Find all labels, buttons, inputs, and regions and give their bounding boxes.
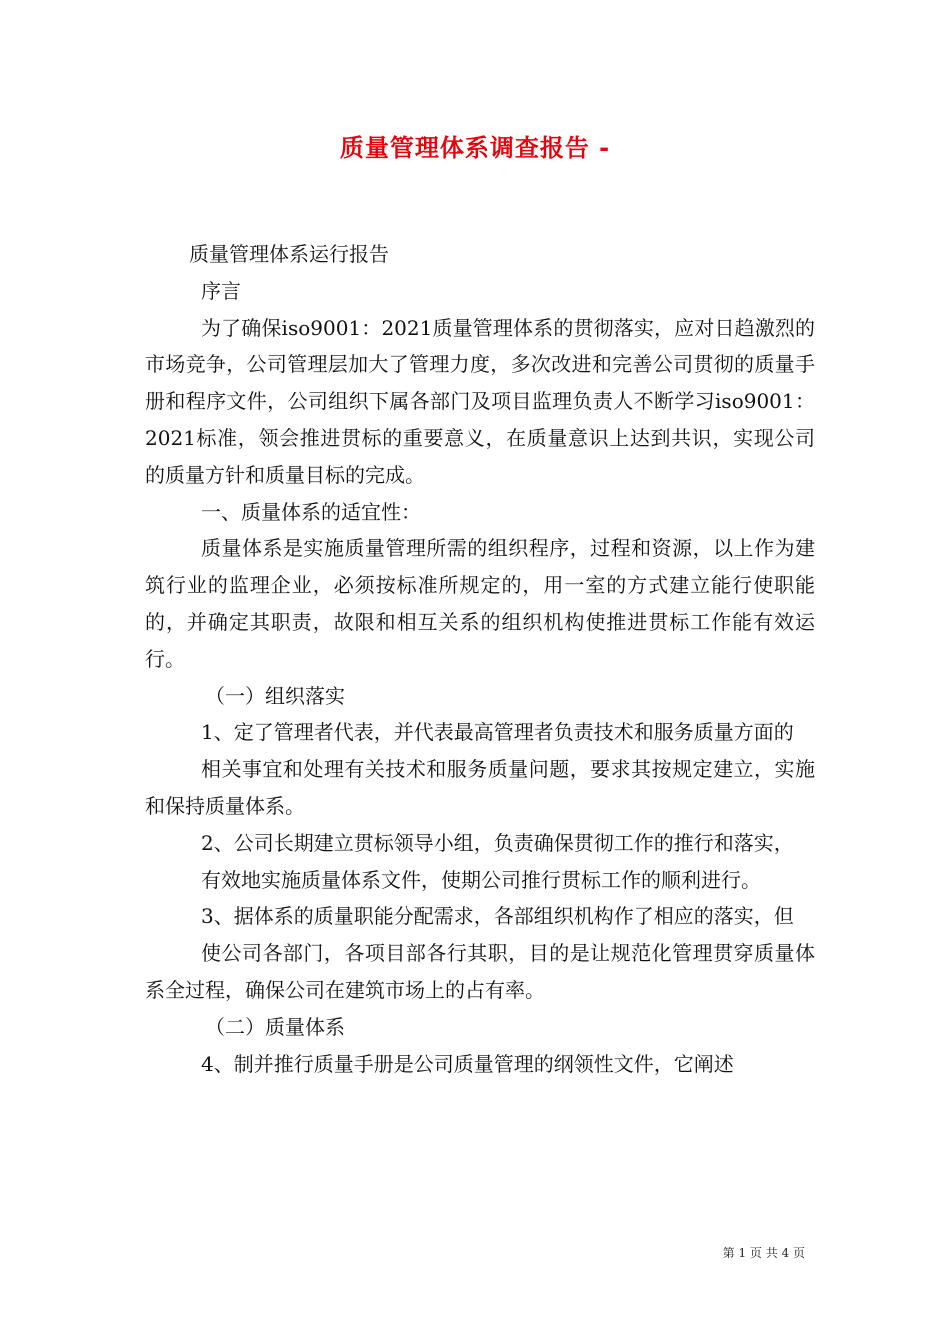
paragraph-preface-heading: 序言 (201, 278, 241, 303)
paragraph-preface: 为了确保iso9001：2021质量管理体系的贯彻落实，应对日趋激烈的市场竞争，公司管理层加大了管理力度，多次改进和完善公司贯彻的质量手册和程序文件，公司组织下属各部门及项目监理负责人不断学习iso9001：2021标准，领会推进贯标的重要意义，在质量意识上达到共识，实现公司的质量方针和质量目标的完成。 (145, 315, 815, 487)
document-body (145, 236, 815, 1082)
paragraph-item-3-continued: 使公司各部门，各项目部各行其职，目的是让规范化管理贯穿质量体系全过程，确保公司在建筑市场上的占有率。 (145, 941, 815, 1002)
paragraph-item-2-continued: 有效地实施质量体系文件，使期公司推行贯标工作的顺利进行。 (201, 867, 761, 892)
paragraph-suitability: 质量体系是实施质量管理所需的组织程序，过程和资源，以上作为建筑行业的监理企业，必须按标准所规定的，用一室的方式建立能行使职能的，并确定其职责，故限和相互关系的组织机构使推进贯标工作能有效运行。 (145, 536, 815, 671)
subsection-heading-organization: （一）组织落实 (205, 683, 345, 708)
paragraph-item-1: 1、定了管理者代表，并代表最高管理者负责技术和服务质量方面的 (201, 720, 794, 745)
document-title: 质量管理体系调查报告 - (339, 134, 611, 162)
paragraph-report-heading: 质量管理体系运行报告 (189, 242, 389, 266)
subsection-heading-quality-system: （二）质量体系 (205, 1014, 345, 1039)
paragraph-item-4: 4、制并推行质量手册是公司质量管理的纲领性文件，它阐述 (201, 1051, 734, 1076)
paragraph-item-2: 2、公司长期建立贯标领导小组，负责确保贯彻工作的推行和落实， (201, 830, 794, 855)
page-number: 第 1 页 共 4 页 (722, 1246, 805, 1260)
section-heading-suitability: 一、质量体系的适宜性： (201, 499, 421, 524)
paragraph-item-3: 3、据体系的质量职能分配需求，各部组织机构作了相应的落实，但 (201, 904, 794, 929)
paragraph-item-1-continued: 相关事宜和处理有关技术和服务质量问题，要求其按规定建立，实施和保持质量体系。 (145, 757, 815, 818)
